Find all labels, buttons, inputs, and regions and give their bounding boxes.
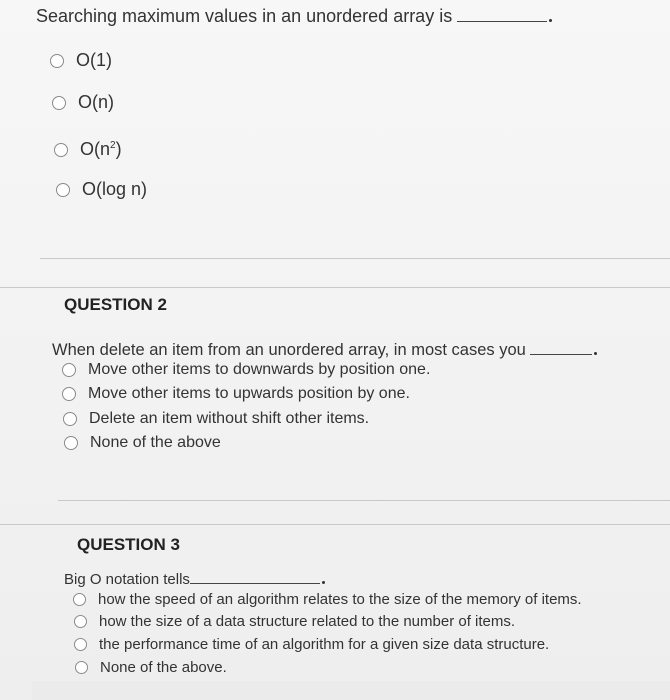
q2-option-2[interactable]	[62, 385, 410, 403]
q3-option-1-label: how the speed of an algorithm relates to the size of the memory of items.	[98, 591, 582, 608]
radio-button[interactable]	[74, 638, 87, 651]
question-1	[36, 6, 552, 27]
answer-blank	[530, 340, 592, 355]
q2-option-4-label: None of the above	[90, 434, 221, 451]
q3-option-4[interactable]	[75, 659, 227, 676]
q3-option-3-label: the performance time of an algorithm for a given size data structure.	[99, 636, 550, 653]
radio-button[interactable]	[75, 661, 88, 674]
q3-option-3[interactable]	[74, 636, 549, 653]
question-3-heading: QUESTION 3	[77, 535, 180, 554]
radio-button[interactable]	[56, 183, 70, 197]
q1-option-3-base: O(n	[80, 139, 111, 159]
q1-option-3-label	[80, 139, 122, 160]
answer-blank	[457, 7, 547, 22]
q1-option-4-label: O(log n)	[82, 179, 148, 199]
q2-option-3-label: Delete an item without shift other items.	[89, 410, 370, 427]
divider	[0, 287, 670, 288]
q2-option-3[interactable]	[63, 410, 369, 428]
q1-option-4[interactable]	[56, 179, 147, 200]
question-1-text: Searching maximum values in an unordered array is	[36, 6, 453, 26]
divider	[40, 258, 670, 259]
answer-blank	[190, 571, 320, 584]
q1-option-3[interactable]	[54, 139, 122, 160]
divider	[0, 524, 670, 525]
q3-option-4-label: None of the above.	[100, 659, 227, 676]
question-3	[64, 571, 325, 588]
question-2-text: When delete an item from an unordered array, in most cases you	[52, 341, 526, 359]
question-2	[52, 340, 597, 360]
question-2-heading: QUESTION 2	[64, 295, 167, 314]
q3-option-1[interactable]	[73, 591, 582, 608]
q1-option-3-close: )	[115, 139, 122, 159]
q2-option-1-label: Move other items to downwards by position one.	[88, 361, 431, 378]
q1-option-1-label: O(1)	[76, 50, 112, 70]
radio-button[interactable]	[64, 436, 78, 450]
q3-option-2[interactable]	[74, 613, 515, 630]
radio-button[interactable]	[73, 593, 86, 606]
radio-button[interactable]	[62, 387, 76, 401]
q3-option-2-label: how the size of a data structure related to the number of items.	[99, 613, 516, 630]
q1-option-2-label: O(n)	[78, 92, 114, 112]
blank-period	[594, 352, 597, 355]
radio-button[interactable]	[74, 615, 87, 628]
question-3-text: Big O notation tells	[64, 571, 190, 588]
radio-button[interactable]	[54, 143, 68, 157]
q2-option-2-label: Move other items to upwards position by one.	[88, 385, 410, 402]
q1-option-3-exponent: 2	[110, 140, 116, 151]
q2-option-4[interactable]	[64, 434, 221, 452]
q1-option-1[interactable]	[50, 50, 112, 71]
divider	[58, 500, 670, 501]
radio-button[interactable]	[62, 363, 76, 377]
next-section-panel	[32, 681, 670, 700]
blank-period	[322, 581, 325, 584]
q1-option-2[interactable]	[52, 92, 114, 113]
blank-period	[549, 19, 552, 22]
radio-button[interactable]	[63, 412, 77, 426]
radio-button[interactable]	[52, 96, 66, 110]
q2-option-1[interactable]	[62, 361, 430, 379]
radio-button[interactable]	[50, 54, 64, 68]
